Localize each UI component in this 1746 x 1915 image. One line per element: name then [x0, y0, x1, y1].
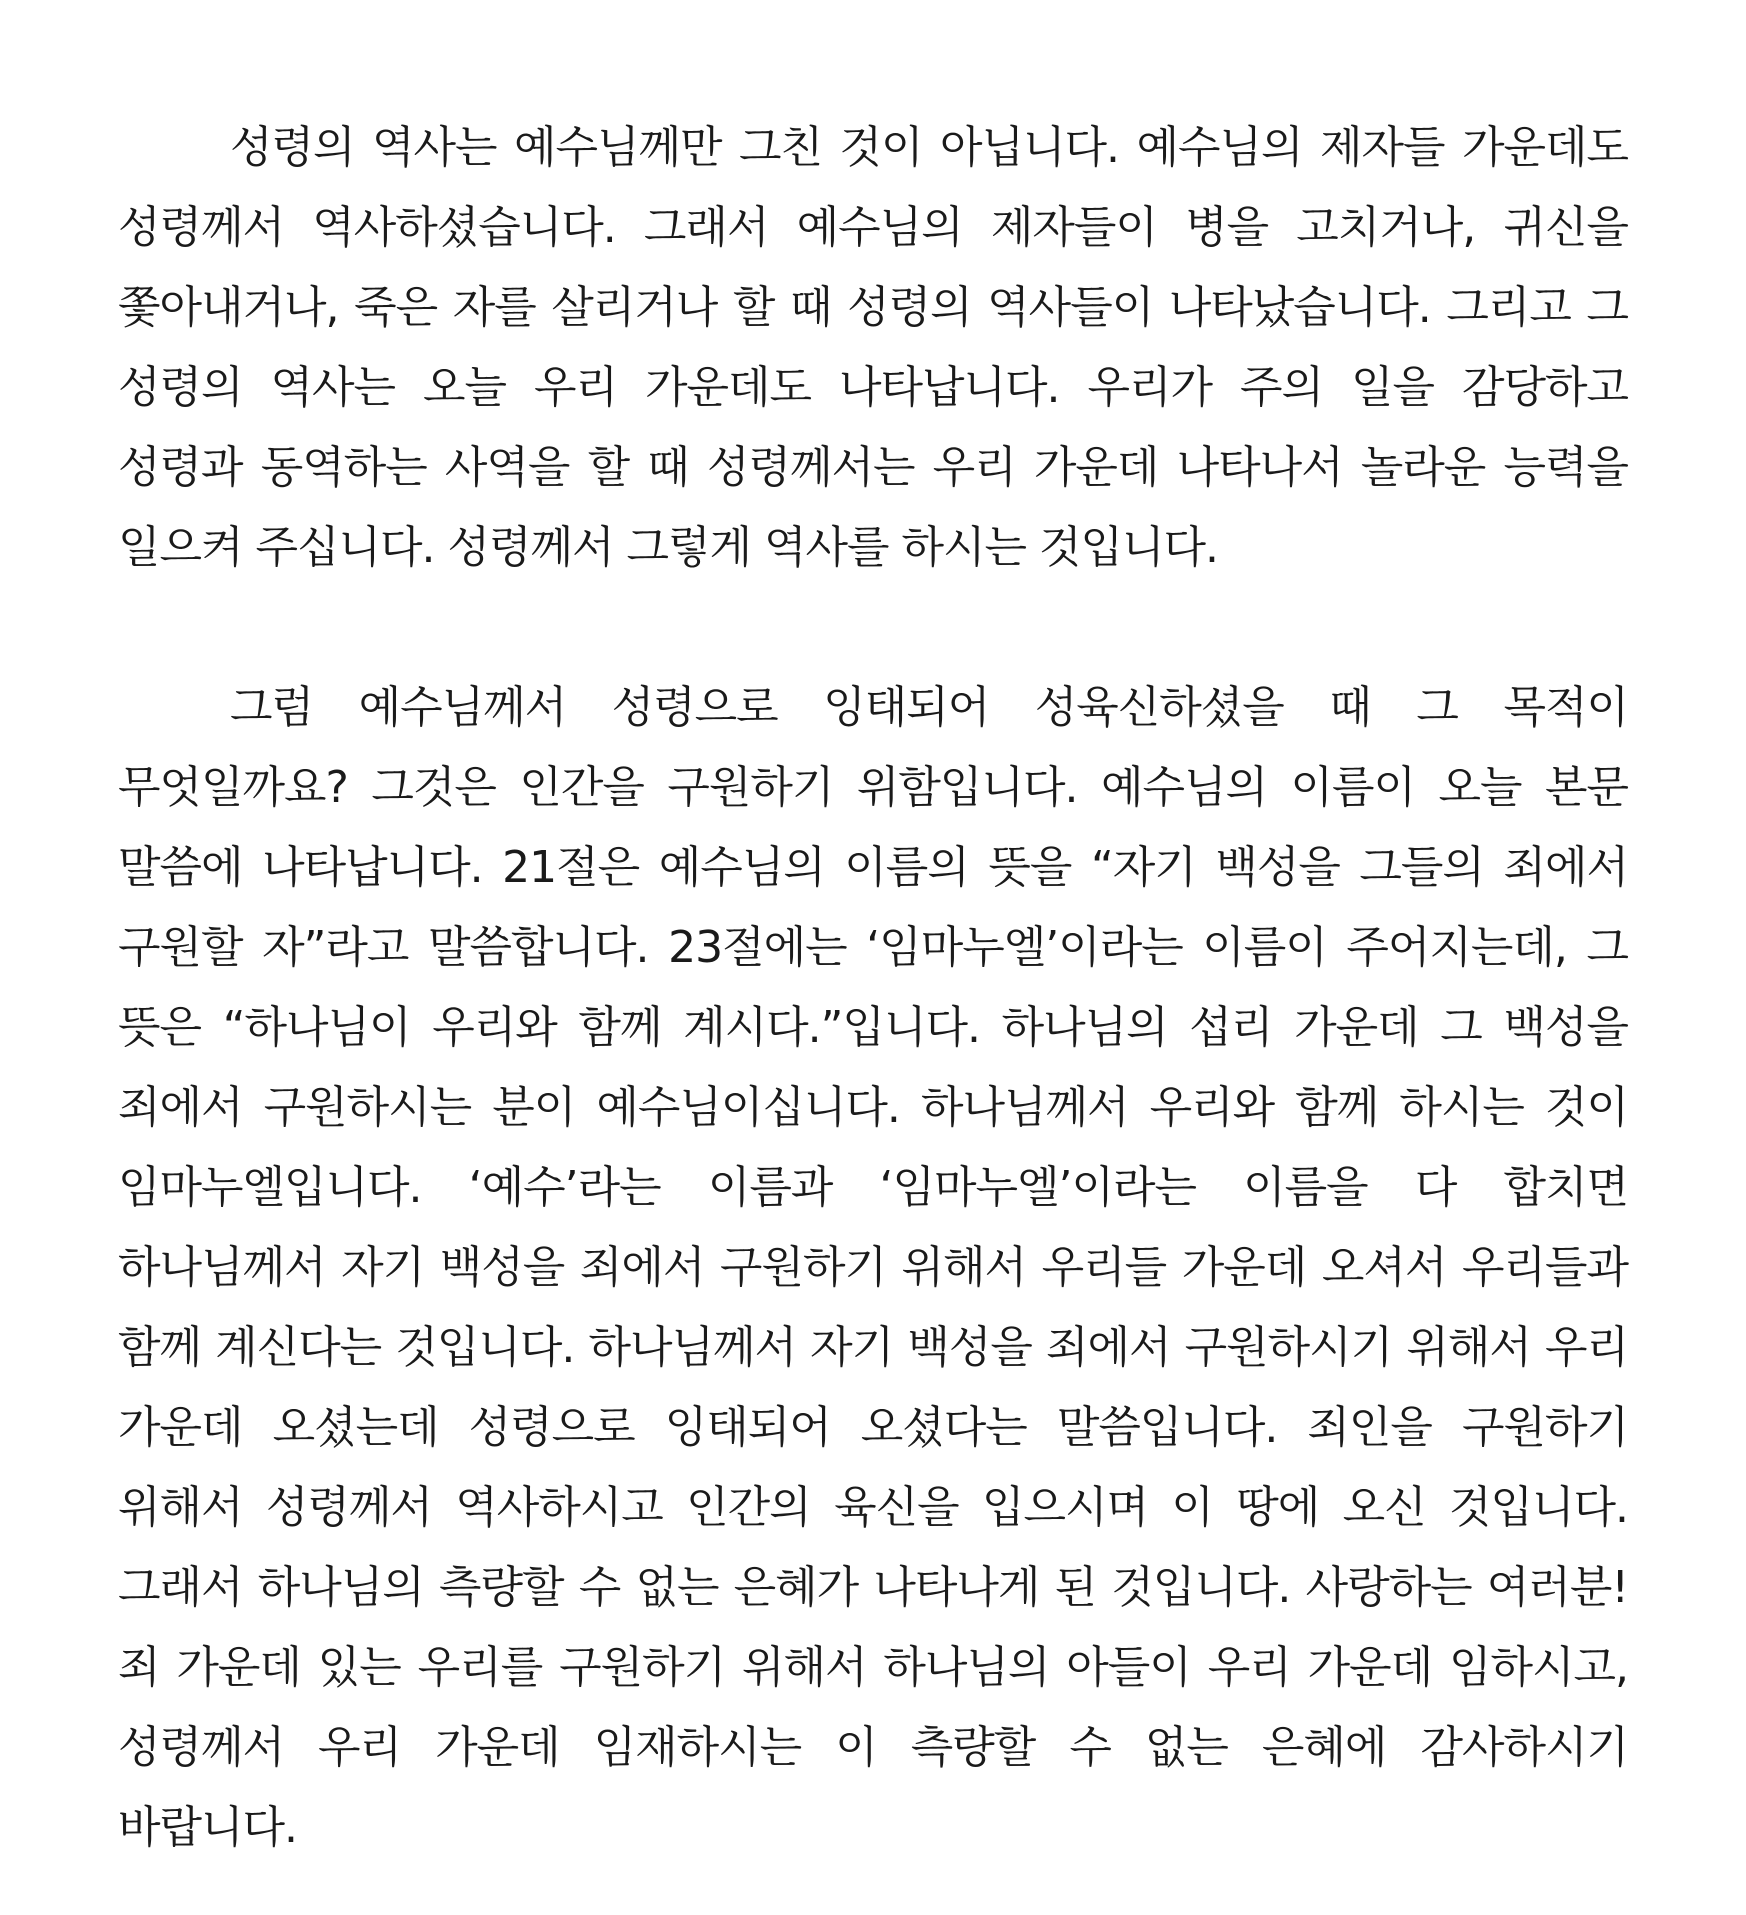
- paragraph-purpose-of-incarnation: 그럼 예수님께서 성령으로 잉태되어 성육신하셨을 때 그 목적이 무엇일까요? 그것은 인간을 구원하기 위함입니다. 예수님의 이름이 오늘 본문 말씀에 나타납니다. 21절은 예수님의 이름의 뜻을 “자기 백성을 그들의 죄에서 구원할 자”라고 말씀합니다. 23절에는 ‘임마누엘’이라는 이름이 주어지는데, 그 뜻은 “하나님이 우리와 함께 계시다.”입니다. 하나님의 섭리 가운데 그 백성을 죄에서 구원하시는 분이 예수님이십니다. 하나님께서 우리와 함께 하시는 것이 임마누엘입니다. ‘예수’라는 이름과 ‘임마누엘’이라는 이름을 다 합치면 하나님께서 자기 백성을 죄에서 구원하기 위해서 우리들 가운데 오셔서 우리들과 함께 계신다는 것입니다. 하나님께서 자기 백성을 죄에서 구원하시기 위해서 우리 가운데 오셨는데 성령으로 잉태되어 오셨다는 말씀입니다. 죄인을 구원하기 위해서 성령께서 역사하시고 인간의 육신을 입으시며 이 땅에 오신 것입니다. 그래서 하나님의 측량할 수 없는 은혜가 나타나게 된 것입니다. 사랑하는 여러분! 죄 가운데 있는 우리를 구원하기 위해서 하나님의 아들이 우리 가운데 임하시고, 성령께서 우리 가운데 임재하시는 이 측량할 수 없는 은혜에 감사하시기 바랍니다.: [118, 682, 1628, 1853]
- document-body: [118, 108, 1628, 1868]
- paragraph-holy-spirit-work: 성령의 역사는 예수님께만 그친 것이 아닙니다. 예수님의 제자들 가운데도 성령께서 역사하셨습니다. 그래서 예수님의 제자들이 병을 고치거나, 귀신을 쫓아내거나, 죽은 자를 살리거나 할 때 성령의 역사들이 나타났습니다. 그리고 그 성령의 역사는 오늘 우리 가운데도 나타납니다. 우리가 주의 일을 감당하고 성령과 동역하는 사역을 할 때 성령께서는 우리 가운데 나타나서 놀라운 능력을 일으켜 주십니다. 성령께서 그렇게 역사를 하시는 것입니다.: [118, 122, 1628, 573]
